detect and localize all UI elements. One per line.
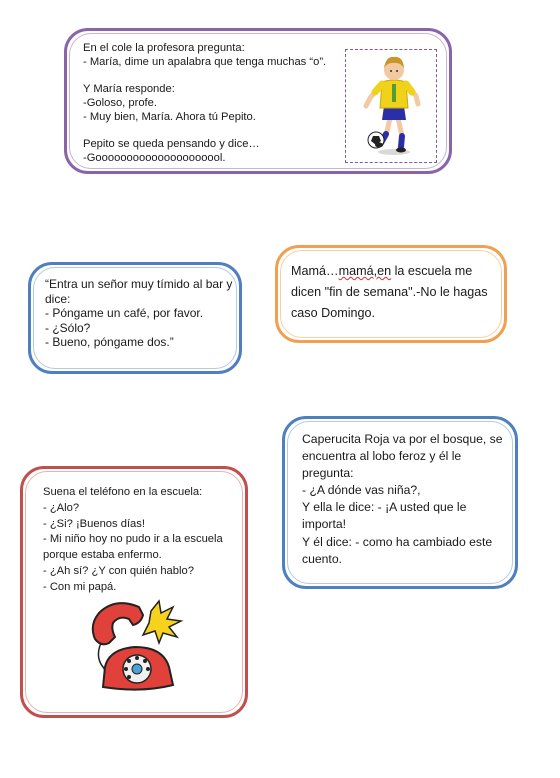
joke-card-gol [64, 28, 452, 174]
joke-text-fin-de-semana [291, 261, 501, 324]
joke-card-caperucita [282, 416, 518, 589]
soccer-player-icon [346, 50, 436, 162]
joke-text-caperucita: Caperucita Roja va por el bosque, se encuentra al lobo feroz y él le pregunta: - ¿A dónde vas niña?, Y ella le dice: - ¡A usted que le importa! Y él dice: - como ha cambiado este cuento. [302, 432, 503, 566]
joke-card-cafe [28, 262, 242, 374]
joke-card-telefono [20, 466, 248, 718]
spellcheck-underlined-text: mamá,en [338, 264, 392, 278]
soccer-player-image [345, 49, 437, 163]
joke-text-gol: En el cole la profesora pregunta: - María, dime un apalabra que tenga muchas “o”. Y María responde: -Goloso, profe. - Muy bien, María. Ahora tú Pepito. Pepito se queda pensando y dice… -Gooooooooooooooooooool. [83, 42, 327, 164]
ringing-telephone-icon [81, 597, 185, 695]
joke-text-telefono: Suena el teléfono en la escuela: - ¿Alo? - ¿Si? ¡Buenos días! - Mi niño hoy no pudo ir a la escuela porque estaba enfermo. - ¿Ah sí? ¿Y con quién hablo? - Con mi papá. [43, 486, 223, 593]
telephone-image [81, 597, 185, 695]
text-segment: Mamá… [291, 264, 339, 278]
text-segment: la escuela me dicen "fin de semana".-No le hagas caso Domingo. [291, 264, 488, 320]
joke-card-fin-de-semana [275, 245, 507, 343]
joke-text-cafe: “Entra un señor muy tímido al bar y dice: - Póngame un café, por favor. - ¿Sólo? - Bueno, póngame dos.” [45, 277, 233, 350]
